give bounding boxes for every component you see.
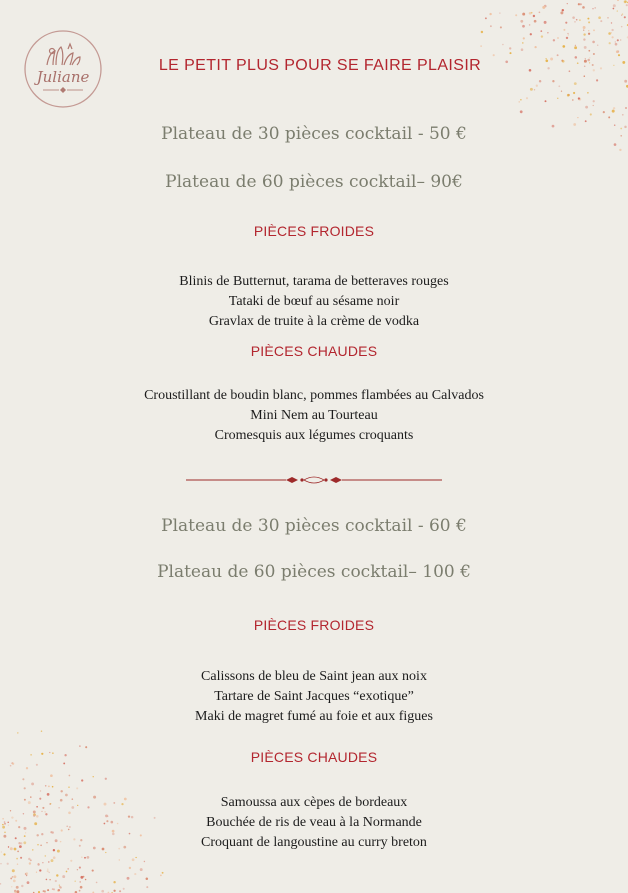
list-item: Croustillant de boudin blanc, pommes flambées au Calvados <box>144 388 484 403</box>
section-title-chaudes-1: PIÈCES CHAUDES <box>250 343 378 359</box>
section-title-froides-2: PIÈCES FROIDES <box>253 617 375 633</box>
list-item: Tartare de Saint Jacques “exotique” <box>214 689 414 704</box>
list-item: Mini Nem au Tourteau <box>250 408 378 423</box>
list-item: Blinis de Butternut, tarama de betteraves rouges <box>179 274 449 289</box>
confetti-dots-top-right <box>428 0 628 170</box>
plateau-30-menu-1: Plateau de 30 pièces cocktail - 50 € <box>161 124 467 144</box>
plateau-60-menu-2: Plateau de 60 pièces cocktail– 100 € <box>157 562 471 582</box>
list-froides-2 <box>0 667 628 727</box>
list-item: Samoussa aux cèpes de bordeaux <box>220 795 408 810</box>
logo-text: Juliane <box>36 68 90 86</box>
juliane-logo-icon <box>23 29 103 109</box>
list-item: Gravlax de truite à la crème de vodka <box>208 314 420 329</box>
juliane-logo <box>23 29 103 109</box>
section-title-chaudes-2: PIÈCES CHAUDES <box>250 749 378 765</box>
page-heading: LE PETIT PLUS POUR SE FAIRE PLAISIR <box>158 57 482 74</box>
list-item: Tataki de bœuf au sésame noir <box>228 294 400 309</box>
list-item: Cromesquis aux légumes croquants <box>214 428 414 443</box>
list-item: Maki de magret fumé au foie et aux figues <box>195 709 433 724</box>
plateau-30-menu-2: Plateau de 30 pièces cocktail - 60 € <box>161 516 467 536</box>
list-item: Bouchée de ris de veau à la Normande <box>206 815 422 830</box>
plateau-60-menu-1: Plateau de 60 pièces cocktail– 90€ <box>165 172 463 192</box>
section-title-froides-1: PIÈCES FROIDES <box>253 223 375 239</box>
list-item: Croquant de langoustine au curry breton <box>201 835 427 850</box>
list-chaudes-1 <box>0 386 628 446</box>
ornamental-divider-icon <box>186 473 442 487</box>
list-item: Calissons de bleu de Saint jean aux noix <box>201 669 427 684</box>
list-froides-1 <box>0 272 628 332</box>
list-chaudes-2 <box>0 793 628 853</box>
